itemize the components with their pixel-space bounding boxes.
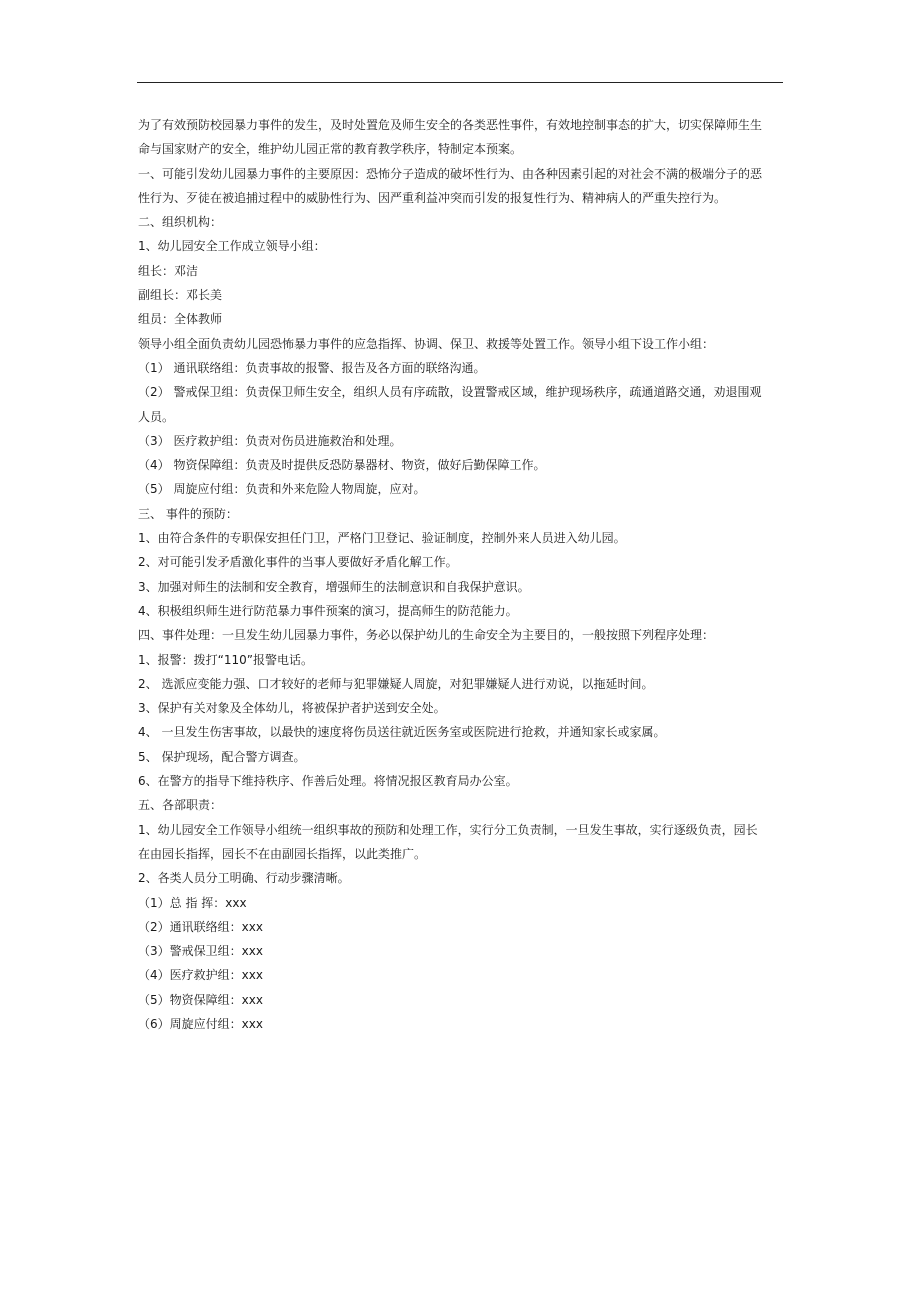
team-2-security-line-1: （2） 警戒保卫组：负责保卫师生安全，组织人员有序疏散，设置警戒区域，维护现场秩序，疏通道路交通，劝退围观 (138, 385, 762, 400)
intro-line-1: 为了有效预防校园暴力事件的发生，及时处置危及师生安全的各类恶性事件，有效地控制事态的扩大，切实保障师生生 (138, 118, 763, 132)
roster-supplies: （5）物资保障组：xxx (138, 992, 263, 1007)
duty-item-1-line-1: 1、幼儿园安全工作领导小组统一组织事故的预防和处理工作，实行分工负责制，一旦发生事故，实行逐级负责，园长 (138, 822, 758, 837)
team-3-medical: （3） 医疗救护组：负责对伤员进施救治和处理。 (138, 433, 402, 448)
section-3-heading: 三、 事件的预防： (138, 506, 238, 521)
duty-item-2: 2、各类人员分工明确、行动步骤清晰。 (138, 871, 350, 886)
header-rule (137, 82, 783, 83)
roster-negotiation: （6）周旋应付组：xxx (138, 1016, 263, 1031)
handling-item-5: 5、 保护现场，配合警方调查。 (138, 749, 306, 764)
handling-item-1: 1、报警：拨打“110”报警电话。 (138, 652, 313, 667)
intro-line-2: 命与国家财产的安全，维护幼儿园正常的教育教学秩序，特制定本预案。 (138, 142, 523, 157)
section-5-heading: 五、各部职责： (138, 798, 223, 813)
group-members: 组员：全体教师 (138, 312, 223, 327)
duty-item-1-line-2: 在由园长指挥，园长不在由副园长指挥，以此类推广。 (138, 846, 427, 861)
team-2-security-line-2: 人员。 (138, 409, 175, 424)
prevention-item-4: 4、积极组织师生进行防范暴力事件预案的演习，提高师生的防范能力。 (138, 603, 518, 618)
roster-communication: （2）通讯联络组：xxx (138, 919, 263, 934)
leadership-duty: 领导小组全面负责幼儿园恐怖暴力事件的应急指挥、协调、保卫、救援等处置工作。领导小组下设工作小组： (138, 336, 715, 351)
section-4-heading: 四、事件处理：一旦发生幼儿园暴力事件，务必以保护幼儿的生命安全为主要目的，一般按照下列程序处理： (138, 628, 715, 643)
roster-medical: （4）医疗救护组：xxx (138, 968, 263, 983)
handling-item-6: 6、在警方的指导下维持秩序、作善后处理。将情况报区教育局办公室。 (138, 774, 518, 789)
section-1-line-2: 性行为、歹徒在被追捕过程中的威胁性行为、因严重利益冲突而引发的报复性行为、精神病人的严重失控行为。 (138, 190, 727, 205)
group-leader: 组长：邓洁 (138, 263, 199, 278)
handling-item-4: 4、 一旦发生伤害事故，以最快的速度将伤员送往就近医务室或医院进行抢救，并通知家长或家属。 (138, 725, 666, 740)
leadership-group-title: 1、幼儿园安全工作成立领导小组： (138, 239, 326, 254)
section-1-line-1: 一、可能引发幼儿园暴力事件的主要原因：恐怖分子造成的破坏性行为、由各种因素引起的对社会不满的极端分子的恶 (138, 166, 763, 181)
document-body (138, 113, 784, 1036)
section-2-heading: 二、组织机构： (138, 215, 223, 230)
deputy-group-leader: 副组长：邓长美 (138, 288, 223, 303)
roster-commander: （1）总 指 挥：xxx (138, 895, 247, 910)
prevention-item-1: 1、由符合条件的专职保安担任门卫，严格门卫登记、验证制度，控制外来人员进入幼儿园。 (138, 531, 626, 546)
team-1-communication: （1） 通讯联络组：负责事故的报警、报告及各方面的联络沟通。 (138, 360, 486, 375)
prevention-item-2: 2、对可能引发矛盾激化事件的当事人要做好矛盾化解工作。 (138, 555, 458, 570)
team-5-negotiation: （5） 周旋应付组：负责和外来危险人物周旋，应对。 (138, 482, 426, 497)
roster-security: （3）警戒保卫组：xxx (138, 944, 263, 959)
handling-item-3: 3、保护有关对象及全体幼儿，将被保护者护送到安全处。 (138, 701, 446, 716)
prevention-item-3: 3、加强对师生的法制和安全教育，增强师生的法制意识和自我保护意识。 (138, 579, 530, 594)
team-4-supplies: （4） 物资保障组：负责及时提供反恐防暴器材、物资，做好后勤保障工作。 (138, 458, 546, 473)
handling-item-2: 2、 选派应变能力强、口才较好的老师与犯罪嫌疑人周旋，对犯罪嫌疑人进行劝说，以拖延时间。 (138, 676, 654, 691)
